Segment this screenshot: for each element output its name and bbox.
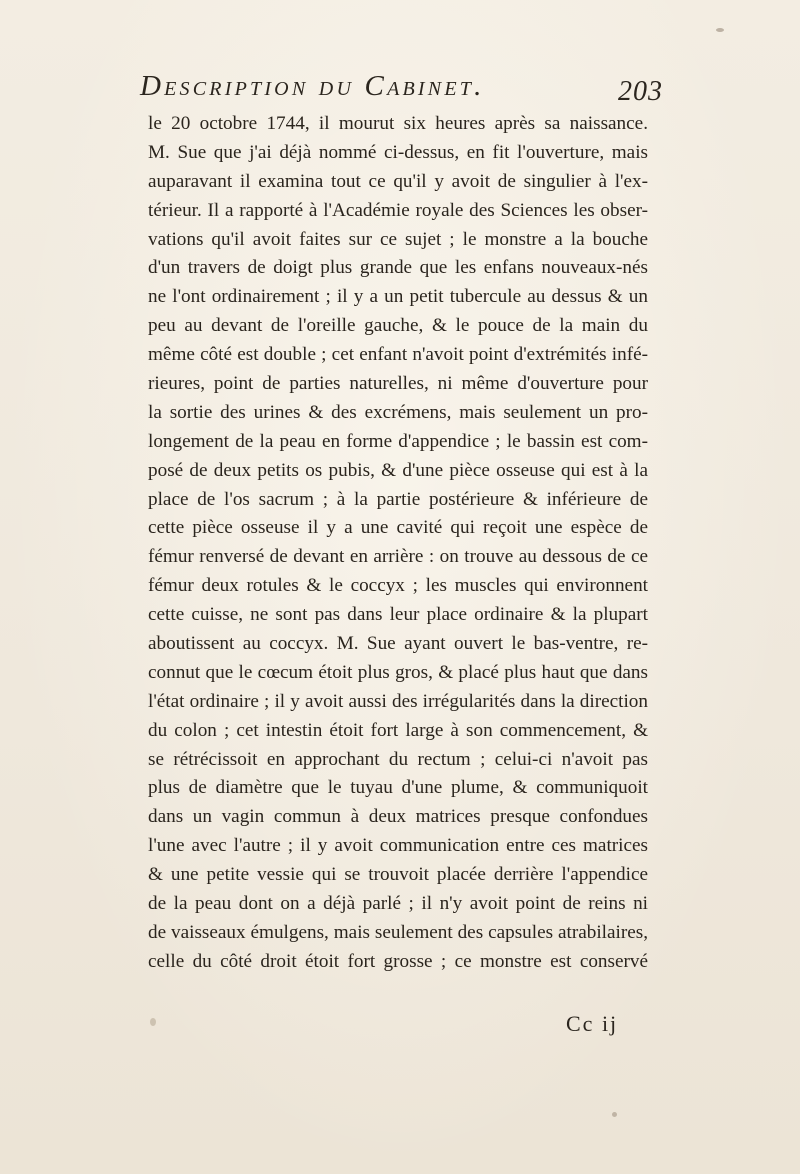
text-line: & une petite vessie qui se trouvoit placée derrière l'appendice <box>148 864 648 886</box>
text-line: cette cuisse, ne sont pas dans leur place ordinaire & la plupart <box>148 604 648 626</box>
text-line: posé de deux petits os pubis, & d'une pièce osseuse qui est à la <box>148 459 648 481</box>
text-line: fémur renversé de devant en arrière : on trouve au dessous de ce <box>148 546 648 568</box>
text-line: l'état ordinaire ; il y avoit aussi des irrégularités dans la direction <box>148 690 648 712</box>
text-line: connut que le cœcum étoit plus gros, & placé plus haut que dans <box>148 661 648 683</box>
text-line: M. Sue que j'ai déjà nommé ci-dessus, en fit l'ouverture, mais <box>148 141 648 163</box>
paper-stain <box>716 28 724 32</box>
text-line: même côté est double ; cet enfant n'avoit point d'extrémités infé- <box>148 344 648 366</box>
text-line: plus de diamètre que le tuyau d'une plume, & communiquoit <box>148 777 648 799</box>
text-line: du colon ; cet intestin étoit fort large à son commencement, & <box>148 719 648 741</box>
text-line: ne l'ont ordinairement ; il y a un petit tubercule au dessus & un <box>148 286 648 308</box>
running-title: Description du Cabinet. <box>140 70 485 102</box>
text-line: le 20 octobre 1744, il mourut six heures après sa naissance. <box>148 113 648 134</box>
text-line: rieures, point de parties naturelles, ni même d'ouverture pour <box>148 373 648 395</box>
page-number: 203 <box>618 76 663 107</box>
text-line: la sortie des urines & des excrémens, mais seulement un pro- <box>148 401 648 423</box>
text-line: d'un travers de doigt plus grande que les enfans nouveaux-nés <box>148 257 648 279</box>
catchword-signature: Cc ij <box>566 1011 619 1036</box>
text-line: de vaisseaux émulgens, mais seulement des capsules atrabilaires, <box>148 921 648 943</box>
text-line: l'une avec l'autre ; il y avoit communication entre ces matrices <box>148 835 648 857</box>
text-line: aboutissent au coccyx. M. Sue ayant ouvert le bas-ventre, re- <box>148 633 648 655</box>
paper-stain <box>612 1112 617 1117</box>
text-line: auparavant il examina tout ce qu'il y avoit de singulier à l'ex- <box>148 170 648 192</box>
text-line: place de l'os sacrum ; à la partie postérieure & inférieure de <box>148 488 648 510</box>
text-line: longement de la peau en forme d'appendice ; le bassin est com- <box>148 430 648 452</box>
paper-stain <box>150 1018 156 1026</box>
text-line: dans un vagin commun à deux matrices presque confondues <box>148 806 648 828</box>
page-header <box>140 70 630 110</box>
body-text <box>148 110 648 977</box>
text-line: vations qu'il avoit faites sur ce sujet ; le monstre a la bouche <box>148 228 648 250</box>
text-line: se rétrécissoit en approchant du rectum ; celui-ci n'avoit pas <box>148 748 648 770</box>
text-line: fémur deux rotules & le coccyx ; les muscles qui environnent <box>148 575 648 597</box>
text-line: celle du côté droit étoit fort grosse ; ce monstre est conservé <box>148 950 648 972</box>
text-line: cette pièce osseuse il y a une cavité qui reçoit une espèce de <box>148 517 648 539</box>
text-line: de la peau dont on a déjà parlé ; il n'y avoit point de reins ni <box>148 893 648 915</box>
text-line: peu au devant de l'oreille gauche, & le pouce de la main du <box>148 315 648 337</box>
text-line: térieur. Il a rapporté à l'Académie royale des Sciences les obser- <box>148 199 648 221</box>
